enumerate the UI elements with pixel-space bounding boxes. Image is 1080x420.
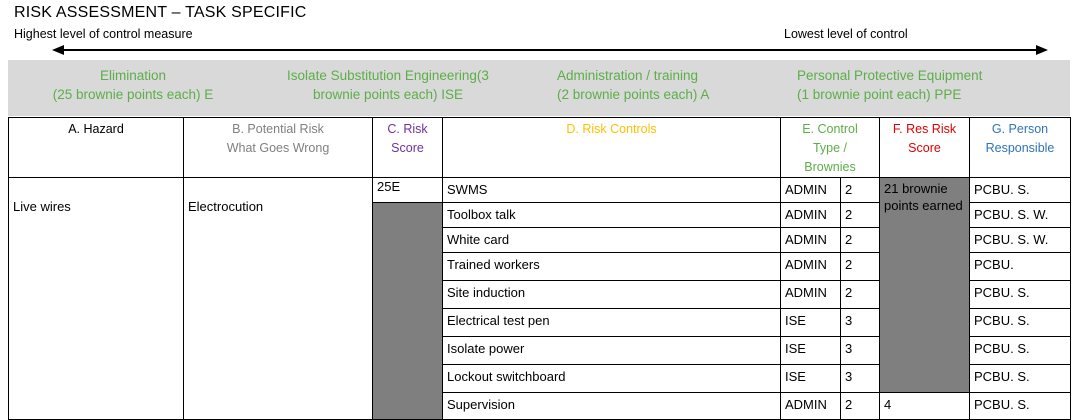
person-cell: PCBU. S. bbox=[970, 337, 1071, 365]
hierarchy-administration: Administration / training (2 brownie points each) A bbox=[557, 68, 710, 102]
header-potential-risk: B. Potential Risk What Goes Wrong bbox=[184, 118, 373, 178]
control-cell: Site induction bbox=[443, 281, 781, 309]
hierarchy-isolate-substitution-engineering: Isolate Substitution Engineering(3 brownie points each) ISE bbox=[287, 68, 489, 102]
control-type-cell: ISE bbox=[781, 337, 841, 365]
control-points-cell: 2 bbox=[841, 228, 880, 253]
hierarchy-ppe: Personal Protective Equipment (1 brownie point each) PPE bbox=[797, 68, 983, 102]
highest-control-label: Highest level of control measure bbox=[14, 27, 193, 41]
control-type-cell: ISE bbox=[781, 365, 841, 393]
control-points-cell: 3 bbox=[841, 337, 880, 365]
person-cell: PCBU. bbox=[970, 253, 1071, 281]
document-title: RISK ASSESSMENT – TASK SPECIFIC bbox=[14, 4, 307, 21]
control-cell: Trained workers bbox=[443, 253, 781, 281]
potential-risk-cell: Electrocution bbox=[184, 178, 373, 420]
final-residual-cell: 4 bbox=[880, 393, 970, 420]
control-cell: Electrical test pen bbox=[443, 309, 781, 337]
control-points-cell: 2 bbox=[841, 178, 880, 203]
control-cell: Lockout switchboard bbox=[443, 365, 781, 393]
header-risk-controls: D. Risk Controls bbox=[443, 118, 781, 178]
header-risk-score: C. Risk Score bbox=[373, 118, 443, 178]
control-type-cell: ADMIN bbox=[781, 178, 841, 203]
control-points-cell: 2 bbox=[841, 203, 880, 228]
risk-score-shaded-cell bbox=[373, 203, 443, 420]
person-cell: PCBU. S. bbox=[970, 309, 1071, 337]
lowest-control-label: Lowest level of control bbox=[784, 27, 908, 41]
control-points-cell: 2 bbox=[841, 253, 880, 281]
risk-assessment-table bbox=[8, 117, 1071, 420]
control-points-cell: 3 bbox=[841, 365, 880, 393]
table-header-row bbox=[9, 118, 1071, 178]
control-points-cell: 2 bbox=[841, 281, 880, 309]
control-type-cell: ADMIN bbox=[781, 203, 841, 228]
header-control-type: E. Control Type / Brownies bbox=[781, 118, 880, 178]
person-cell: PCBU. S. bbox=[970, 365, 1071, 393]
control-cell: White card bbox=[443, 228, 781, 253]
risk-score-cell: 25E bbox=[373, 178, 443, 203]
header-residual-risk: F. Res Risk Score bbox=[880, 118, 970, 178]
control-points-cell: 3 bbox=[841, 309, 880, 337]
double-arrow-icon bbox=[52, 44, 1048, 56]
control-cell: Isolate power bbox=[443, 337, 781, 365]
hazard-cell: Live wires bbox=[9, 178, 184, 420]
control-cell: Toolbox talk bbox=[443, 203, 781, 228]
person-cell: PCBU. S. bbox=[970, 178, 1071, 203]
person-cell: PCBU. S. W. bbox=[970, 228, 1071, 253]
hierarchy-elimination: Elimination (25 brownie points each) E bbox=[52, 68, 214, 102]
control-cell: SWMS bbox=[443, 178, 781, 203]
control-type-cell: ADMIN bbox=[781, 393, 841, 420]
control-type-cell: ADMIN bbox=[781, 281, 841, 309]
residual-note-cell: 21 brownie points earned bbox=[880, 178, 970, 393]
control-hierarchy-band bbox=[8, 60, 1070, 116]
person-cell: PCBU. S. bbox=[970, 393, 1071, 420]
control-type-cell: ADMIN bbox=[781, 253, 841, 281]
control-type-cell: ADMIN bbox=[781, 228, 841, 253]
control-cell: Supervision bbox=[443, 393, 781, 420]
header-person-responsible: G. Person Responsible bbox=[970, 118, 1071, 178]
table-row bbox=[9, 178, 1071, 203]
control-type-cell: ISE bbox=[781, 309, 841, 337]
control-points-cell: 2 bbox=[841, 393, 880, 420]
person-cell: PCBU. S. bbox=[970, 281, 1071, 309]
person-cell: PCBU. S. W. bbox=[970, 203, 1071, 228]
header-hazard: A. Hazard bbox=[9, 118, 184, 178]
